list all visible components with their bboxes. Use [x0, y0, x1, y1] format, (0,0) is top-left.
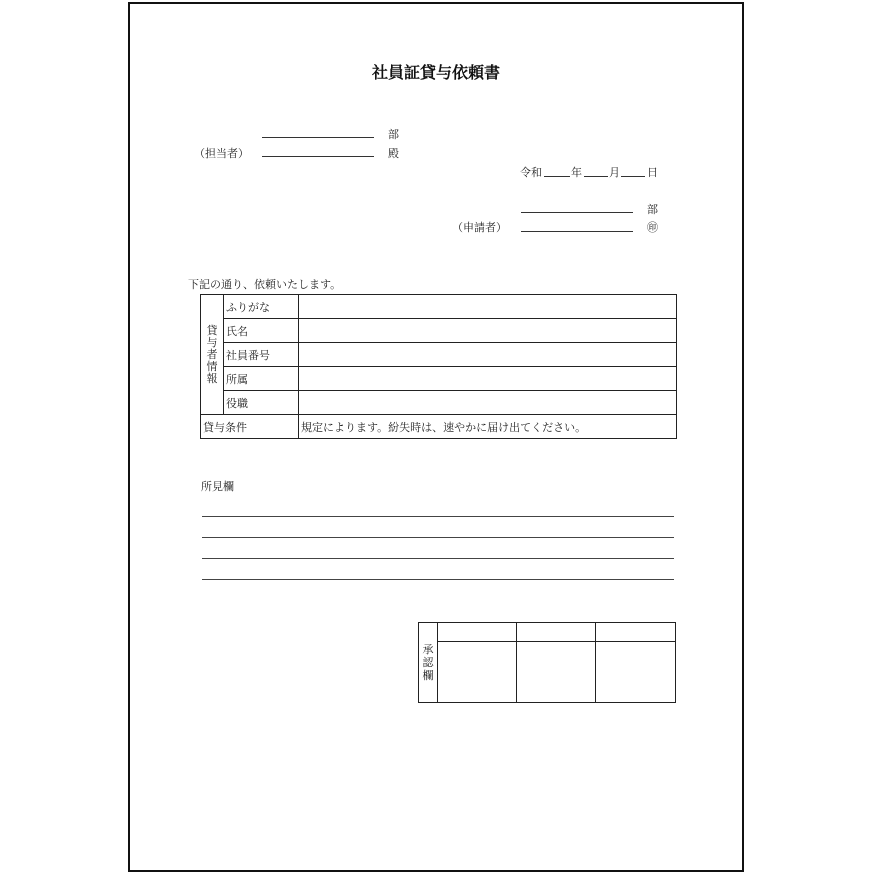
group-label-char: 貸	[206, 323, 218, 337]
approval-role-header[interactable]	[517, 623, 596, 642]
approval-label-char: 欄	[422, 669, 434, 682]
applicant-dept-line[interactable]	[521, 212, 633, 213]
approval-label-char: 承	[422, 643, 434, 656]
table-row	[201, 391, 677, 415]
document-title: 社員証貸与依頼書	[371, 63, 500, 82]
document-page	[128, 2, 744, 872]
approval-stamp-row	[419, 642, 676, 703]
opinion-line[interactable]	[202, 537, 674, 538]
field-value-position[interactable]	[299, 391, 677, 415]
date-month-line[interactable]	[584, 176, 608, 177]
recipient-dept-line[interactable]	[262, 137, 374, 138]
opinion-label: 所見欄	[201, 480, 234, 493]
approval-stamp-cell[interactable]	[596, 642, 676, 703]
field-label-employee-number: 社員番号	[224, 343, 299, 367]
recipient-honorific: 殿	[388, 147, 399, 160]
recipient-name-line[interactable]	[262, 156, 374, 157]
opinion-line[interactable]	[202, 516, 674, 517]
recipient-dept-suffix: 部	[388, 128, 399, 141]
table-row	[201, 319, 677, 343]
group-label-char: 情	[206, 359, 218, 373]
date-year-line[interactable]	[544, 176, 570, 177]
approval-role-header[interactable]	[438, 623, 517, 642]
table-row	[201, 343, 677, 367]
date-era: 令和	[520, 166, 542, 179]
condition-label: 貸与条件	[201, 415, 299, 439]
group-label-char: 報	[206, 371, 218, 385]
opinion-line[interactable]	[202, 579, 674, 580]
applicant-seal: ㊞	[647, 221, 658, 234]
date-day-unit: 日	[647, 166, 658, 179]
opinion-line[interactable]	[202, 558, 674, 559]
group-label-char: 者	[206, 347, 218, 361]
field-value-employee-number[interactable]	[299, 343, 677, 367]
field-label-position: 役職	[224, 391, 299, 415]
approval-stamp-cell[interactable]	[438, 642, 517, 703]
intro-text: 下記の通り、依頼いたします。	[188, 278, 342, 291]
group-label-char: 与	[206, 335, 218, 349]
field-label-name: 氏名	[224, 319, 299, 343]
approval-stamp-cell[interactable]	[517, 642, 596, 703]
field-label-department: 所属	[224, 367, 299, 391]
approval-table	[418, 622, 676, 703]
approval-label-cell	[419, 623, 438, 703]
field-value-department[interactable]	[299, 367, 677, 391]
lendee-info-table	[200, 294, 677, 439]
applicant-name-line[interactable]	[521, 231, 633, 232]
date-month-unit: 月	[609, 166, 620, 179]
applicant-dept-suffix: 部	[647, 203, 658, 216]
recipient-label: （担当者）	[194, 147, 249, 160]
field-label-furigana: ふりがな	[224, 295, 299, 319]
table-row	[201, 415, 677, 439]
date-day-line[interactable]	[621, 176, 645, 177]
field-value-name[interactable]	[299, 319, 677, 343]
approval-label-char: 認	[422, 656, 434, 669]
table-row	[201, 367, 677, 391]
table-row	[201, 295, 677, 319]
field-value-furigana[interactable]	[299, 295, 677, 319]
approval-header-row	[419, 623, 676, 642]
applicant-label: （申請者）	[452, 221, 507, 234]
group-label-cell	[201, 295, 224, 415]
condition-value: 規定によります。紛失時は、速やかに届け出てください。	[299, 415, 677, 439]
date-year-unit: 年	[571, 166, 582, 179]
approval-role-header[interactable]	[596, 623, 676, 642]
